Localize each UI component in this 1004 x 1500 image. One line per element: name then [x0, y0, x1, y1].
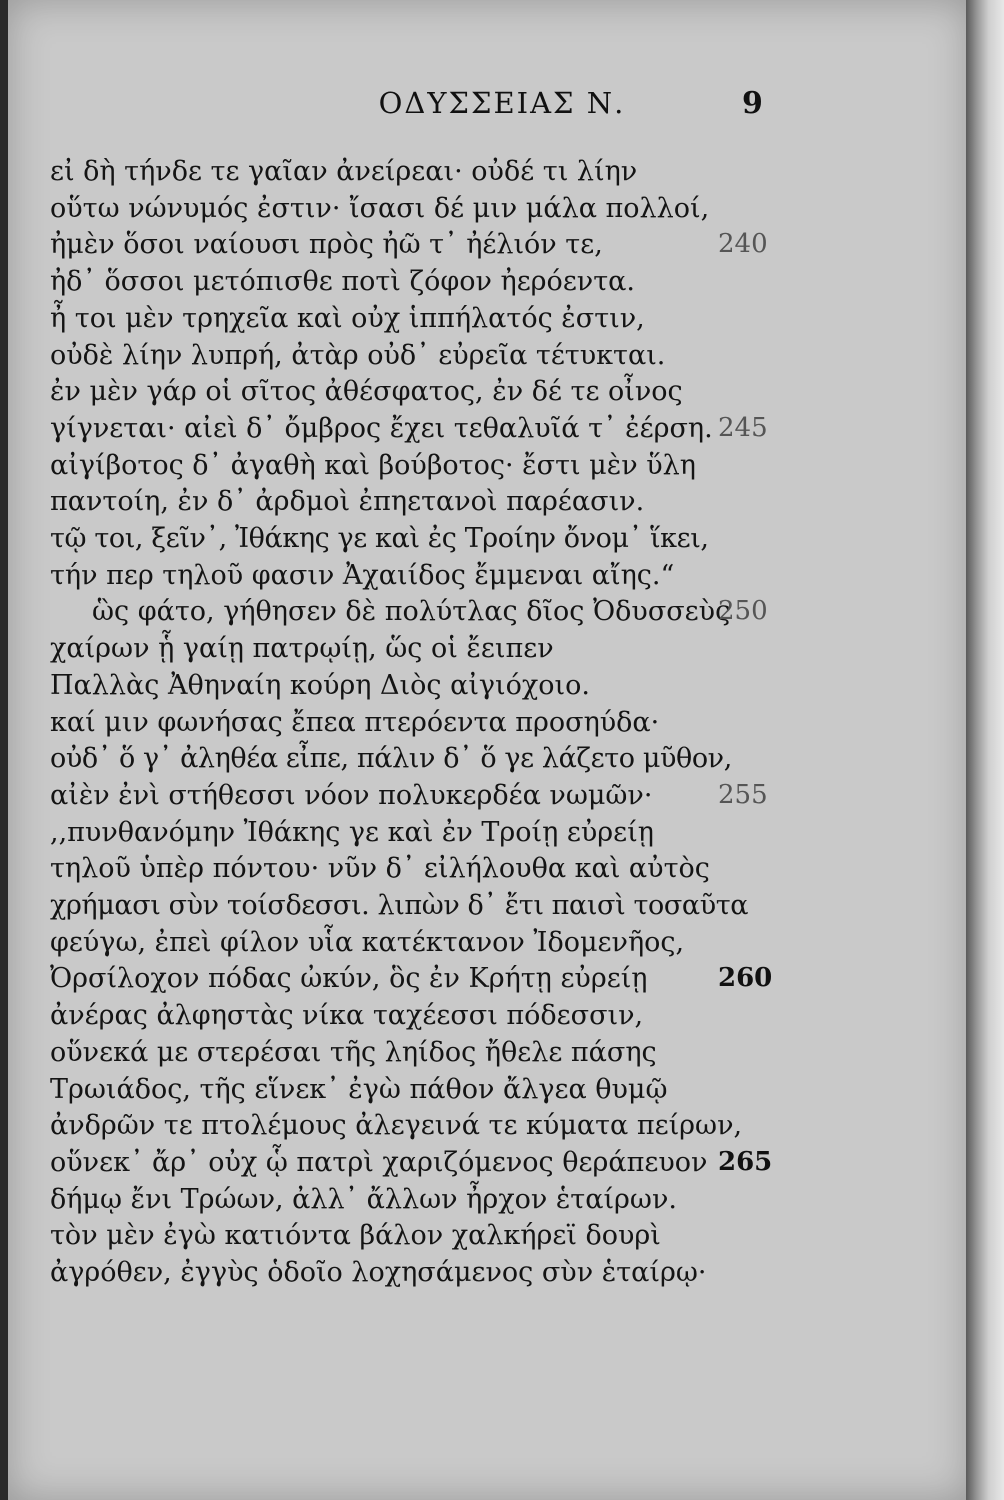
verse-text: οὕνεκά με στερέσαι τῆς ληίδος ἤθελε πάσης	[50, 1036, 657, 1068]
verse-line	[0, 670, 1004, 706]
verse-line	[0, 413, 1004, 449]
verse-line	[0, 743, 1004, 779]
verse-line	[0, 560, 1004, 596]
verse-line	[0, 1110, 1004, 1146]
verse-line	[0, 1184, 1004, 1220]
page-number: 9	[742, 86, 763, 121]
verse-line	[0, 193, 1004, 229]
verse-text: γίγνεται· αἰεὶ δ᾽ ὄμβρος ἔχει τεθαλυῖά τ᾽ ἐέρση.	[50, 412, 713, 444]
running-header-title: ΟΔΥΣΣΕΙΑΣ Ν.	[378, 86, 626, 120]
verse-line	[0, 303, 1004, 339]
verse-text: Ὀρσίλοχον πόδας ὠκύν, ὃς ἐν Κρήτῃ εὐρείῃ	[50, 963, 648, 995]
verse-line	[0, 486, 1004, 522]
verse-line	[0, 1257, 1004, 1293]
verse-text: καί μιν φωνήσας ἔπεα πτερόεντα προσηύδα·	[50, 706, 660, 738]
line-number: 265	[718, 1146, 773, 1177]
verse-line	[0, 229, 1004, 265]
verse-line	[0, 633, 1004, 669]
line-number: 255	[718, 779, 768, 810]
verse-line	[0, 1074, 1004, 1110]
verse-line	[0, 707, 1004, 743]
verse-text: οὐδ᾽ ὅ γ᾽ ἀληθέα εἶπε, πάλιν δ᾽ ὅ γε λάζετο μῦθον,	[50, 743, 732, 775]
verse-text: παντοίη, ἐν δ᾽ ἀρδμοὶ ἐπηετανοὶ παρέασιν.	[50, 486, 645, 518]
line-number: 260	[718, 963, 773, 994]
verse-text: τῷ τοι, ξεῖν᾽, Ἰθάκης γε καὶ ἐς Τροίην ὄνομ᾽ ἵκει,	[50, 523, 709, 554]
verse-line	[0, 1037, 1004, 1073]
verse-text: Τρωιάδος, τῆς εἵνεκ᾽ ἐγὼ πάθον ἄλγεα θυμῷ	[50, 1073, 668, 1105]
verse-line	[0, 596, 1004, 632]
verse-text: ὣς φάτο, γήθησεν δὲ πολύτλας δῖος Ὀδυσσεὺς	[92, 596, 731, 628]
verse-line	[0, 963, 1004, 999]
line-number: 245	[718, 412, 768, 443]
verse-text: ἦ τοι μὲν τρηχεῖα καὶ οὐχ ἱππήλατός ἐστιν,	[50, 302, 645, 334]
verse-text: αἰγίβοτος δ᾽ ἀγαθὴ καὶ βούβοτος· ἔστι μὲν ὕλη	[50, 449, 696, 481]
verse-text: ἠμὲν ὅσοι ναίουσι πρὸς ἠῶ τ᾽ ἠέλιόν τε,	[50, 229, 603, 261]
verse-line	[0, 450, 1004, 486]
verse-text: οὕνεκ᾽ ἄρ᾽ οὐχ ᾧ πατρὶ χαριζόμενος θεράπευον	[50, 1146, 708, 1178]
verse-text: χαίρων ᾗ γαίῃ πατρῳίῃ, ὥς οἱ ἔειπεν	[50, 633, 554, 665]
verse-line	[0, 890, 1004, 926]
verse-line	[0, 376, 1004, 412]
verse-text: τηλοῦ ὑπὲρ πόντου· νῦν δ᾽ εἰλήλουθα καὶ αὐτὸς	[50, 853, 710, 885]
verse-text: ἀγρόθεν, ἐγγὺς ὁδοῖο λοχησάμενος σὺν ἑταίρῳ·	[50, 1257, 707, 1288]
verse-text: τὸν μὲν ἐγὼ κατιόντα βάλον χαλκήρεϊ δουρὶ	[50, 1220, 661, 1252]
verse-text: ἀνδρῶν τε πτολέμους ἀλεγεινά τε κύματα πείρων,	[50, 1110, 743, 1142]
verse-line	[0, 1220, 1004, 1256]
verse-text: δήμῳ ἔνι Τρώων, ἀλλ᾽ ἄλλων ἦρχον ἑταίρων.	[50, 1183, 677, 1215]
line-number: 240	[718, 229, 768, 260]
verse-line	[0, 853, 1004, 889]
verse-text: ἀνέρας ἀλφηστὰς νίκα ταχέεσσι πόδεσσιν,	[50, 1000, 644, 1032]
verse-text: οὐδὲ λίην λυπρή, ἀτὰρ οὐδ᾽ εὐρεῖα τέτυκται.	[50, 339, 666, 371]
verse-line	[0, 817, 1004, 853]
verse-line	[0, 1000, 1004, 1036]
verse-text: Παλλὰς Ἀθηναίη κούρη Διὸς αἰγιόχοιο.	[50, 669, 590, 701]
verse-line	[0, 780, 1004, 816]
verse-text: ἐν μὲν γάρ οἱ σῖτος ἀθέσφατος, ἐν δέ τε οἶνος	[50, 376, 683, 408]
verse-line	[0, 1147, 1004, 1183]
verse-line	[0, 156, 1004, 192]
verse-text: τήν περ τηλοῦ φασιν Ἀχαιίδος ἔμμεναι αἴης.“	[50, 559, 675, 591]
verse-text: αἰὲν ἐνὶ στήθεσσι νόον πολυκερδέα νωμῶν·	[50, 779, 653, 811]
line-number: 250	[718, 596, 768, 627]
verse-text: χρήμασι σὺν τοίσδεσσι. λιπὼν δ᾽ ἔτι παισὶ τοσαῦτα	[50, 890, 749, 921]
verse-text: οὕτω νώνυμός ἐστιν· ἴσασι δέ μιν μάλα πολλοί,	[50, 192, 710, 224]
verse-line	[0, 523, 1004, 559]
verse-text: φεύγω, ἐπεὶ φίλον υἷα κατέκτανον Ἰδομενῆος,	[50, 926, 685, 958]
verse-text: εἰ δὴ τήνδε τε γαῖαν ἀνείρεαι· οὐδέ τι λίην	[50, 156, 638, 187]
verse-line	[0, 340, 1004, 376]
verse-line	[0, 927, 1004, 963]
verse-text: ,,πυνθανόμην Ἰθάκης γε καὶ ἐν Τροίῃ εὐρείῃ	[50, 816, 654, 848]
verse-text: ἠδ᾽ ὅσσοι μετόπισθε ποτὶ ζόφον ἠερόεντα.	[50, 266, 635, 298]
verse-line	[0, 266, 1004, 302]
